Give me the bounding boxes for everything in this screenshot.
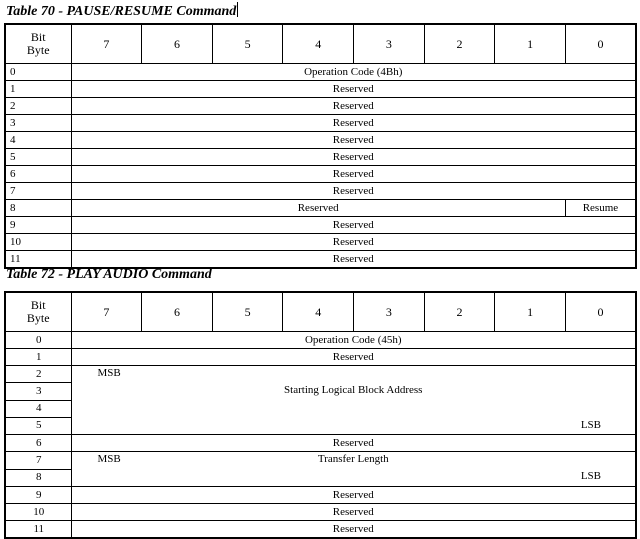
table-row (5, 132, 636, 149)
table-row (5, 217, 636, 234)
bit-byte-header (5, 24, 71, 64)
field-cell: Operation Code (4Bh) (71, 64, 636, 81)
play-audio-command-table (4, 291, 637, 539)
bit-4-header: 4 (283, 292, 354, 332)
byte-label: Byte (26, 311, 50, 325)
byte-number: 7 (5, 452, 71, 470)
byte-number: 8 (5, 200, 71, 217)
field-cell: Reserved (71, 349, 636, 366)
resume-bit-cell: Resume (565, 200, 636, 217)
table-row (5, 452, 636, 470)
byte-label: Byte (26, 43, 50, 57)
bit-0-header: 0 (565, 24, 636, 64)
table-header-row (5, 24, 636, 64)
bit-6-header: 6 (142, 292, 213, 332)
table-row (5, 81, 636, 98)
field-cell: Reserved (71, 435, 636, 452)
byte-number: 1 (5, 81, 71, 98)
bit-5-header: 5 (212, 292, 283, 332)
byte-number: 5 (5, 149, 71, 166)
byte-number: 4 (5, 400, 71, 417)
field-cell: Reserved (71, 115, 636, 132)
byte-number: 5 (5, 417, 71, 434)
bit-2-header: 2 (424, 24, 495, 64)
field-cell: Reserved (71, 200, 565, 217)
byte-number: 2 (5, 366, 71, 383)
table-row (5, 200, 636, 217)
table-row (5, 166, 636, 183)
transfer-length-box (72, 452, 636, 486)
table-row (5, 521, 636, 539)
pause-resume-command-table (4, 23, 637, 269)
table-header-row (5, 292, 636, 332)
bit-1-header: 1 (495, 292, 566, 332)
table-row (5, 487, 636, 504)
msb-label: MSB (97, 453, 121, 465)
lsb-label: LSB (580, 470, 601, 482)
bit-2-header: 2 (424, 292, 495, 332)
bit-1-header: 1 (495, 24, 566, 64)
table-row (5, 366, 636, 383)
field-cell: Reserved (71, 521, 636, 539)
table-row (5, 98, 636, 115)
table-row (5, 349, 636, 366)
field-cell: Reserved (71, 234, 636, 251)
transfer-length-label: Transfer Length (317, 453, 389, 465)
transfer-length-field (71, 452, 636, 487)
field-cell: Reserved (71, 98, 636, 115)
bit-5-header: 5 (212, 24, 283, 64)
starting-lba-field (71, 366, 636, 435)
bit-byte-header (5, 292, 71, 332)
starting-lba-box (72, 366, 636, 434)
bit-3-header: 3 (354, 292, 425, 332)
field-cell: Reserved (71, 149, 636, 166)
table-row (5, 115, 636, 132)
table-72-caption: Table 72 - PLAY AUDIO Command (6, 267, 212, 282)
field-cell: Reserved (71, 504, 636, 521)
table-70-caption (6, 2, 238, 20)
table-row (5, 183, 636, 200)
starting-lba-label: Starting Logical Block Address (284, 384, 423, 396)
table-row (5, 435, 636, 452)
byte-number: 11 (5, 251, 71, 269)
field-cell: Reserved (71, 487, 636, 504)
byte-number: 10 (5, 234, 71, 251)
byte-number: 10 (5, 504, 71, 521)
text-cursor (237, 2, 238, 17)
byte-number: 4 (5, 132, 71, 149)
byte-number: 8 (5, 469, 71, 487)
bit-label: Bit (30, 298, 46, 312)
byte-number: 7 (5, 183, 71, 200)
byte-number: 3 (5, 383, 71, 400)
table-row (5, 504, 636, 521)
bit-3-header: 3 (354, 24, 425, 64)
byte-number: 2 (5, 98, 71, 115)
bit-4-header: 4 (283, 24, 354, 64)
field-cell: Operation Code (45h) (71, 332, 636, 349)
byte-number: 9 (5, 487, 71, 504)
byte-number: 11 (5, 521, 71, 539)
table-row (5, 234, 636, 251)
bit-0-header: 0 (565, 292, 636, 332)
bit-6-header: 6 (142, 24, 213, 64)
table-row (5, 149, 636, 166)
msb-label: MSB (97, 367, 121, 379)
byte-number: 0 (5, 332, 71, 349)
table-70-caption-text: Table 70 - PAUSE/RESUME Command (6, 4, 237, 19)
field-cell: Reserved (71, 81, 636, 98)
table-row (5, 251, 636, 269)
byte-number: 3 (5, 115, 71, 132)
byte-number: 6 (5, 166, 71, 183)
field-cell: Reserved (71, 166, 636, 183)
bit-label: Bit (30, 30, 46, 44)
byte-number: 6 (5, 435, 71, 452)
field-cell: Reserved (71, 132, 636, 149)
field-cell: Reserved (71, 217, 636, 234)
table-row (5, 64, 636, 81)
bit-7-header: 7 (71, 24, 142, 64)
lsb-label: LSB (580, 419, 601, 431)
table-row (5, 332, 636, 349)
byte-number: 1 (5, 349, 71, 366)
byte-number: 0 (5, 64, 71, 81)
bit-7-header: 7 (71, 292, 142, 332)
byte-number: 9 (5, 217, 71, 234)
field-cell: Reserved (71, 183, 636, 200)
field-cell: Reserved (71, 251, 636, 269)
